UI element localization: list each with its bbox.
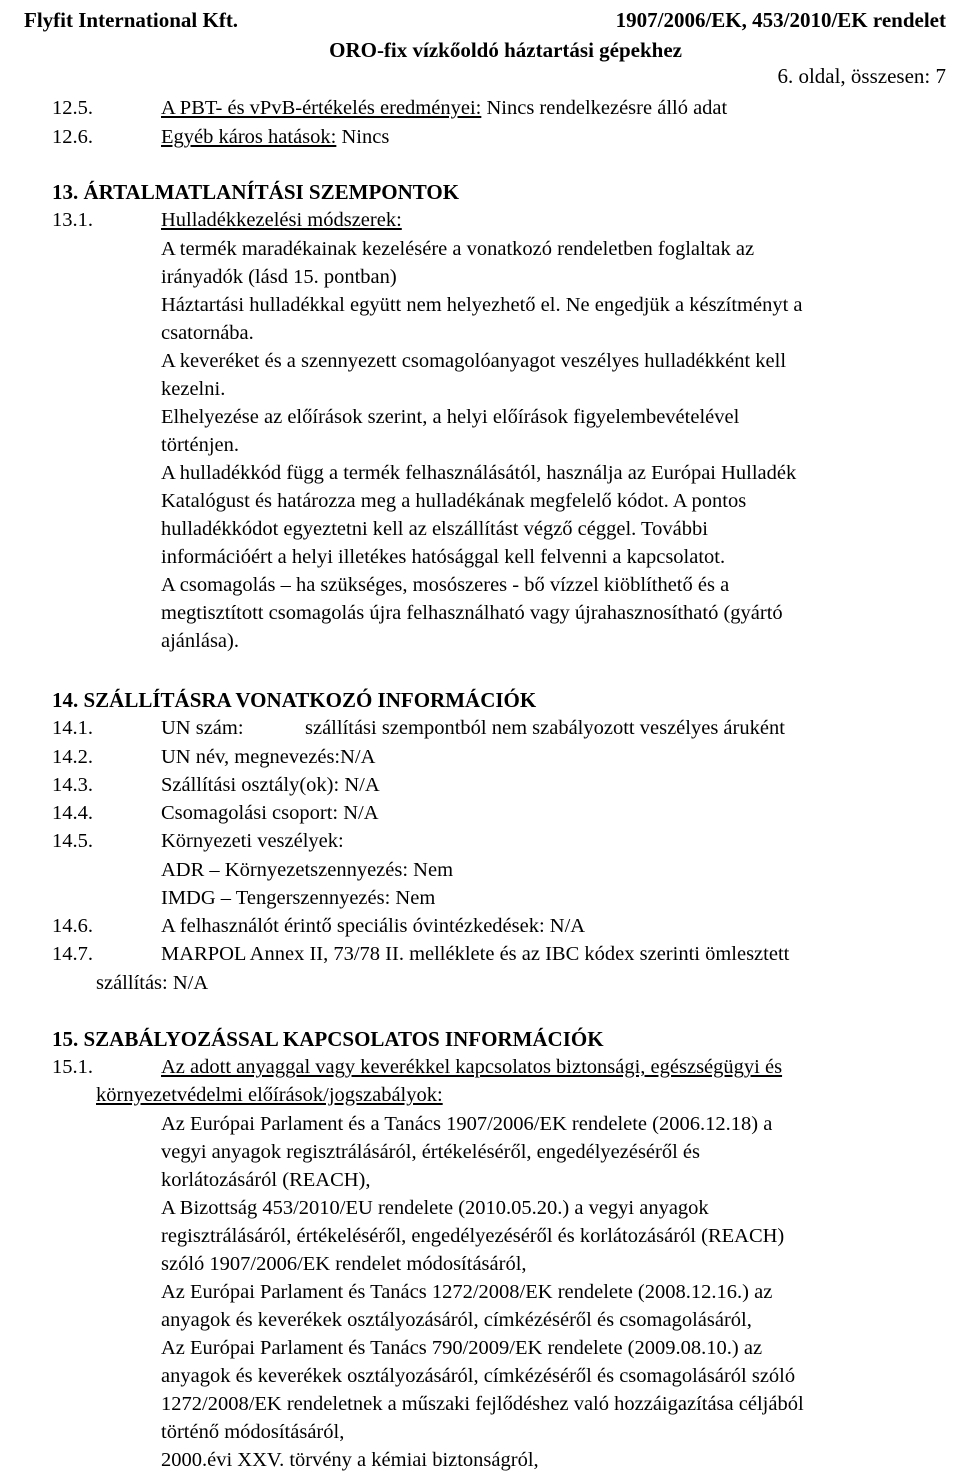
item-text: UN név, megnevezés:N/A <box>161 746 376 768</box>
item-text: A felhasználót érintő speciális óvintézkedések: N/A <box>161 915 586 937</box>
paragraph-line: csatornába. <box>161 322 254 344</box>
paragraph-line: vegyi anyagok regisztrálásáról, értékeléséről, engedélyezéséről és <box>161 1141 701 1163</box>
item-number: 15.1. <box>52 1056 93 1078</box>
paragraph-line: A keveréket és a szennyezett csomagolóanyagot veszélyes hulladékként kell <box>161 350 787 372</box>
paragraph-line: Az Európai Parlament és Tanács 1272/2008/EK rendelete (2008.12.16.) az <box>161 1281 773 1303</box>
regulation-ref: 1907/2006/EK, 453/2010/EK rendelet <box>615 8 946 32</box>
item-number: 13.1. <box>52 209 93 231</box>
item-text: Csomagolási csoport: N/A <box>161 802 379 824</box>
paragraph-line: Elhelyezése az előírások szerint, a helyi előírások figyelembevételével <box>161 406 740 428</box>
section-15-heading: 15. SZABÁLYOZÁSSAL KAPCSOLATOS INFORMÁCIÓK <box>52 1027 604 1051</box>
section-14-heading: 14. SZÁLLÍTÁSRA VONATKOZÓ INFORMÁCIÓK <box>52 688 537 712</box>
item-number: 14.3. <box>52 774 93 796</box>
paragraph-line: A hulladékkód függ a termék felhasználásától, használja az Európai Hulladék <box>161 462 797 484</box>
paragraph-line: történő módosításáról, <box>161 1421 345 1443</box>
item-label: Egyéb káros hatások: <box>161 126 337 148</box>
paragraph-line: 1272/2008/EK rendeletnek a műszaki fejlődéshez való hozzáigazítása céljából <box>161 1393 804 1415</box>
item-number: 14.6. <box>52 915 93 937</box>
item-number: 14.1. <box>52 717 93 739</box>
paragraph-line: korlátozásáról (REACH), <box>161 1169 371 1191</box>
paragraph-line: anyagok és keverékek osztályozásáról, címkézéséről és csomagolásáról szóló <box>161 1365 796 1387</box>
item-number: 14.5. <box>52 830 93 852</box>
item-value: szállítási szempontból nem szabályozott veszélyes áruként <box>305 717 785 739</box>
paragraph-line: Katalógust és határozza meg a hulladékának megfelelő kódot. A pontos <box>161 490 747 512</box>
paragraph-line: A csomagolás – ha szükséges, mosószeres - bő vízzel kiöblíthető és a <box>161 574 730 596</box>
item-number: 14.2. <box>52 746 93 768</box>
paragraph-line: anyagok és keverékek osztályozásáról, címkézéséről és csomagolásáról, <box>161 1309 752 1331</box>
item-14-7-cont: szállítás: N/A <box>96 972 209 994</box>
item-text: Környezeti veszélyek: <box>161 830 344 852</box>
item-text: IMDG – Tengerszennyezés: Nem <box>161 887 436 909</box>
paragraph-line: Az Európai Parlament és a Tanács 1907/2006/EK rendelete (2006.12.18) a <box>161 1113 773 1135</box>
item-text: Szállítási osztály(ok): N/A <box>161 774 380 796</box>
paragraph-line: szóló 1907/2006/EK rendelet módosításáról, <box>161 1253 527 1275</box>
item-label: Hulladékkezelési módszerek: <box>161 209 402 231</box>
page-header <box>0 0 960 96</box>
item-value: Nincs rendelkezésre álló adat <box>481 97 728 119</box>
item-number: 14.7. <box>52 943 93 965</box>
paragraph-line: A termék maradékainak kezelésére a vonatkozó rendeletben foglaltak az <box>161 238 755 260</box>
page-number: 6. oldal, összesen: 7 <box>777 64 946 88</box>
item-text: ADR – Környezetszennyezés: Nem <box>161 859 454 881</box>
paragraph-line: regisztrálásáról, értékeléséről, engedélyezéséről és korlátozásáról (REACH) <box>161 1225 785 1247</box>
section-13-heading: 13. ÁRTALMATLANÍTÁSI SZEMPONTOK <box>52 180 460 204</box>
item-label: A PBT- és vPvB-értékelés eredményei: <box>161 97 482 119</box>
company-name: Flyfit International Kft. <box>24 8 239 32</box>
paragraph-line: történjen. <box>161 434 239 456</box>
paragraph-line: kezelni. <box>161 378 226 400</box>
paragraph-line: A Bizottság 453/2010/EU rendelete (2010.05.20.) a vegyi anyagok <box>161 1197 709 1219</box>
paragraph-line: információért a helyi illetékes hatósággal kell felvenni a kapcsolatot. <box>161 546 726 568</box>
item-text: UN szám: <box>161 717 244 739</box>
paragraph-line: irányadók (lásd 15. pontban) <box>161 266 397 288</box>
paragraph-line: ajánlása). <box>161 630 239 652</box>
paragraph-line: Az Európai Parlament és Tanács 790/2009/EK rendelete (2009.08.10.) az <box>161 1337 763 1359</box>
item-number: 12.5. <box>52 97 93 119</box>
item-label: Az adott anyaggal vagy keverékkel kapcsolatos biztonsági, egészségügyi és <box>161 1056 783 1078</box>
item-label-cont: környezetvédelmi előírások/jogszabályok: <box>96 1084 443 1106</box>
item-number: 14.4. <box>52 802 93 824</box>
item-text: MARPOL Annex II, 73/78 II. melléklete és az IBC kódex szerinti ömlesztett <box>161 943 790 965</box>
paragraph-line: hulladékkódot egyeztetni kell az elszállítást végző céggel. További <box>161 518 708 540</box>
paragraph-line: Háztartási hulladékkal együtt nem helyezhető el. Ne engedjük a készítményt a <box>161 294 803 316</box>
item-number: 12.6. <box>52 126 93 148</box>
paragraph-line: megtisztított csomagolás újra felhasználható vagy újrahasznosítható (gyártó <box>161 602 783 624</box>
paragraph-line: 2000.évi XXV. törvény a kémiai biztonságról, <box>161 1449 539 1471</box>
item-value: Nincs <box>336 126 390 148</box>
product-name: ORO-fix vízkőoldó háztartási gépekhez <box>329 38 682 62</box>
